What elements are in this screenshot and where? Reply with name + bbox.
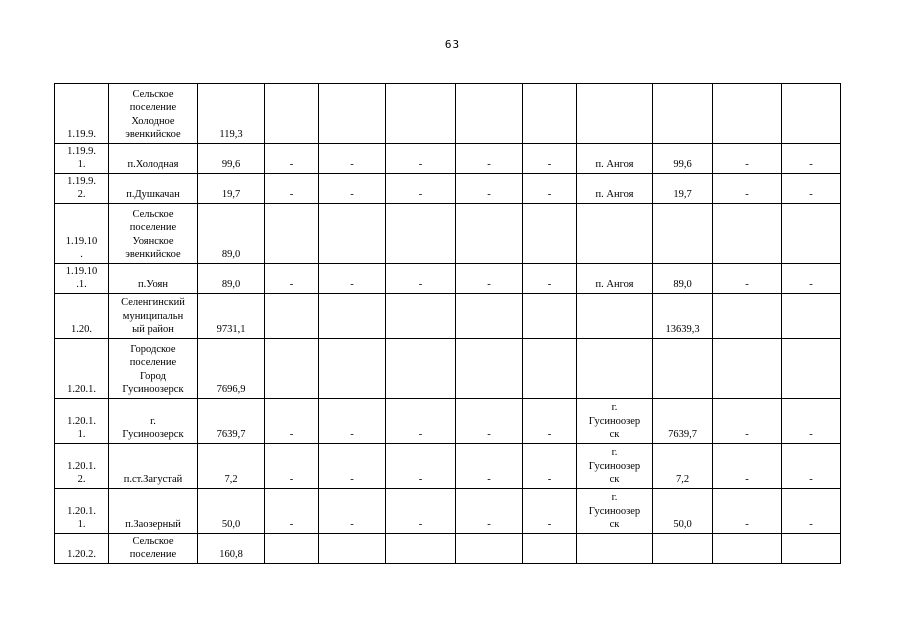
- cell-number: 1.20.1. 1.: [55, 489, 109, 534]
- cell-col-11: [713, 534, 782, 564]
- cell-value: 7696,9: [198, 339, 265, 399]
- cell-col-5: -: [319, 174, 386, 204]
- cell-col-12: [782, 294, 841, 339]
- cell-col-11: -: [713, 264, 782, 294]
- page-number: 63: [444, 38, 461, 51]
- cell-value-2: 7,2: [653, 444, 713, 489]
- cell-col-5: [319, 534, 386, 564]
- cell-col-12: -: [782, 264, 841, 294]
- cell-value-2: 13639,3: [653, 294, 713, 339]
- cell-col-4: [265, 339, 319, 399]
- cell-col-12: -: [782, 444, 841, 489]
- cell-number: 1.19.9. 1.: [55, 144, 109, 174]
- cell-value: 99,6: [198, 144, 265, 174]
- cell-name: п.Холодная: [109, 144, 198, 174]
- cell-value-2: 19,7: [653, 174, 713, 204]
- cell-value: 9731,1: [198, 294, 265, 339]
- cell-col-6: -: [386, 399, 456, 444]
- cell-col-12: -: [782, 489, 841, 534]
- cell-value: 89,0: [198, 264, 265, 294]
- cell-settlement: [577, 339, 653, 399]
- cell-col-11: -: [713, 489, 782, 534]
- cell-col-7: -: [456, 144, 523, 174]
- cell-col-11: [713, 84, 782, 144]
- cell-col-11: -: [713, 174, 782, 204]
- cell-value-2: 7639,7: [653, 399, 713, 444]
- cell-col-8: -: [523, 444, 577, 489]
- cell-settlement: [577, 204, 653, 264]
- cell-col-5: -: [319, 144, 386, 174]
- table-row: [55, 399, 841, 444]
- cell-col-8: -: [523, 399, 577, 444]
- cell-value-2: 50,0: [653, 489, 713, 534]
- cell-col-5: -: [319, 399, 386, 444]
- cell-name: г. Гусиноозерск: [109, 399, 198, 444]
- cell-col-12: [782, 204, 841, 264]
- cell-col-6: [386, 339, 456, 399]
- table-row: [55, 204, 841, 264]
- table-row: [55, 144, 841, 174]
- cell-col-8: [523, 204, 577, 264]
- cell-col-5: -: [319, 489, 386, 534]
- cell-name: п.Заозерный: [109, 489, 198, 534]
- cell-value-2: 89,0: [653, 264, 713, 294]
- cell-value-2: 99,6: [653, 144, 713, 174]
- cell-col-8: -: [523, 144, 577, 174]
- cell-col-6: [386, 204, 456, 264]
- cell-col-11: [713, 339, 782, 399]
- cell-col-11: -: [713, 444, 782, 489]
- cell-settlement: [577, 84, 653, 144]
- cell-col-4: -: [265, 489, 319, 534]
- cell-value-2: [653, 84, 713, 144]
- cell-name: Селенгинский муниципальн ый район: [109, 294, 198, 339]
- cell-col-8: -: [523, 174, 577, 204]
- cell-col-6: -: [386, 174, 456, 204]
- cell-col-11: [713, 204, 782, 264]
- cell-name: Городское поселение Город Гусиноозерск: [109, 339, 198, 399]
- cell-name: Сельское поселение Уоянское эвенкийское: [109, 204, 198, 264]
- cell-number: 1.20.2.: [55, 534, 109, 564]
- cell-col-11: [713, 294, 782, 339]
- cell-settlement: п. Ангоя: [577, 174, 653, 204]
- table-row: [55, 264, 841, 294]
- cell-settlement: п. Ангоя: [577, 264, 653, 294]
- cell-number: 1.20.1.: [55, 339, 109, 399]
- cell-col-5: [319, 204, 386, 264]
- cell-col-7: [456, 204, 523, 264]
- cell-settlement: п. Ангоя: [577, 144, 653, 174]
- cell-value: 89,0: [198, 204, 265, 264]
- cell-col-7: [456, 534, 523, 564]
- cell-col-4: -: [265, 264, 319, 294]
- cell-col-7: [456, 294, 523, 339]
- cell-col-6: -: [386, 489, 456, 534]
- cell-number: 1.19.9.: [55, 84, 109, 144]
- cell-value: 119,3: [198, 84, 265, 144]
- cell-col-12: [782, 534, 841, 564]
- cell-value: 160,8: [198, 534, 265, 564]
- cell-value: 50,0: [198, 489, 265, 534]
- cell-col-4: [265, 84, 319, 144]
- cell-settlement: г. Гусиноозер ск: [577, 489, 653, 534]
- cell-col-7: -: [456, 444, 523, 489]
- cell-value-2: [653, 339, 713, 399]
- cell-col-6: -: [386, 144, 456, 174]
- cell-col-5: -: [319, 444, 386, 489]
- cell-number: 1.20.1. 2.: [55, 444, 109, 489]
- cell-col-6: [386, 534, 456, 564]
- cell-col-6: [386, 84, 456, 144]
- cell-number: 1.20.: [55, 294, 109, 339]
- cell-col-12: -: [782, 399, 841, 444]
- cell-col-12: [782, 84, 841, 144]
- cell-col-4: [265, 204, 319, 264]
- cell-number: 1.19.10 .1.: [55, 264, 109, 294]
- table-row: [55, 339, 841, 399]
- cell-col-8: [523, 294, 577, 339]
- cell-settlement: г. Гусиноозер ск: [577, 399, 653, 444]
- cell-settlement: [577, 534, 653, 564]
- cell-col-7: -: [456, 489, 523, 534]
- cell-col-8: [523, 84, 577, 144]
- table-row: [55, 174, 841, 204]
- cell-col-6: -: [386, 444, 456, 489]
- cell-col-8: -: [523, 264, 577, 294]
- cell-name: п.Душкачан: [109, 174, 198, 204]
- cell-value: 19,7: [198, 174, 265, 204]
- data-table: [54, 83, 841, 564]
- cell-col-4: -: [265, 174, 319, 204]
- table-row: [55, 84, 841, 144]
- cell-number: 1.19.10 .: [55, 204, 109, 264]
- cell-col-4: -: [265, 444, 319, 489]
- cell-number: 1.19.9. 2.: [55, 174, 109, 204]
- cell-value-2: [653, 534, 713, 564]
- cell-col-4: -: [265, 399, 319, 444]
- cell-col-6: [386, 294, 456, 339]
- cell-col-7: [456, 84, 523, 144]
- cell-col-5: [319, 339, 386, 399]
- cell-col-5: -: [319, 264, 386, 294]
- cell-col-12: [782, 339, 841, 399]
- cell-value-2: [653, 204, 713, 264]
- cell-col-7: -: [456, 399, 523, 444]
- cell-col-4: [265, 294, 319, 339]
- cell-col-11: -: [713, 144, 782, 174]
- cell-col-8: [523, 534, 577, 564]
- table-row: [55, 489, 841, 534]
- cell-col-11: -: [713, 399, 782, 444]
- cell-col-4: [265, 534, 319, 564]
- table-row: [55, 444, 841, 489]
- cell-number: 1.20.1. 1.: [55, 399, 109, 444]
- cell-value: 7,2: [198, 444, 265, 489]
- table-row: [55, 294, 841, 339]
- cell-name: Сельское поселение Холодное эвенкийское: [109, 84, 198, 144]
- cell-col-7: [456, 339, 523, 399]
- cell-col-8: [523, 339, 577, 399]
- cell-name: Сельское поселение: [109, 534, 198, 564]
- cell-col-12: -: [782, 174, 841, 204]
- cell-name: п.Уоян: [109, 264, 198, 294]
- cell-col-4: -: [265, 144, 319, 174]
- cell-value: 7639,7: [198, 399, 265, 444]
- cell-col-12: -: [782, 144, 841, 174]
- cell-col-6: -: [386, 264, 456, 294]
- cell-settlement: г. Гусиноозер ск: [577, 444, 653, 489]
- table-row: [55, 534, 841, 564]
- cell-col-7: -: [456, 264, 523, 294]
- cell-col-5: [319, 84, 386, 144]
- cell-col-7: -: [456, 174, 523, 204]
- cell-name: п.ст.Загустай: [109, 444, 198, 489]
- cell-settlement: [577, 294, 653, 339]
- cell-col-5: [319, 294, 386, 339]
- cell-col-8: -: [523, 489, 577, 534]
